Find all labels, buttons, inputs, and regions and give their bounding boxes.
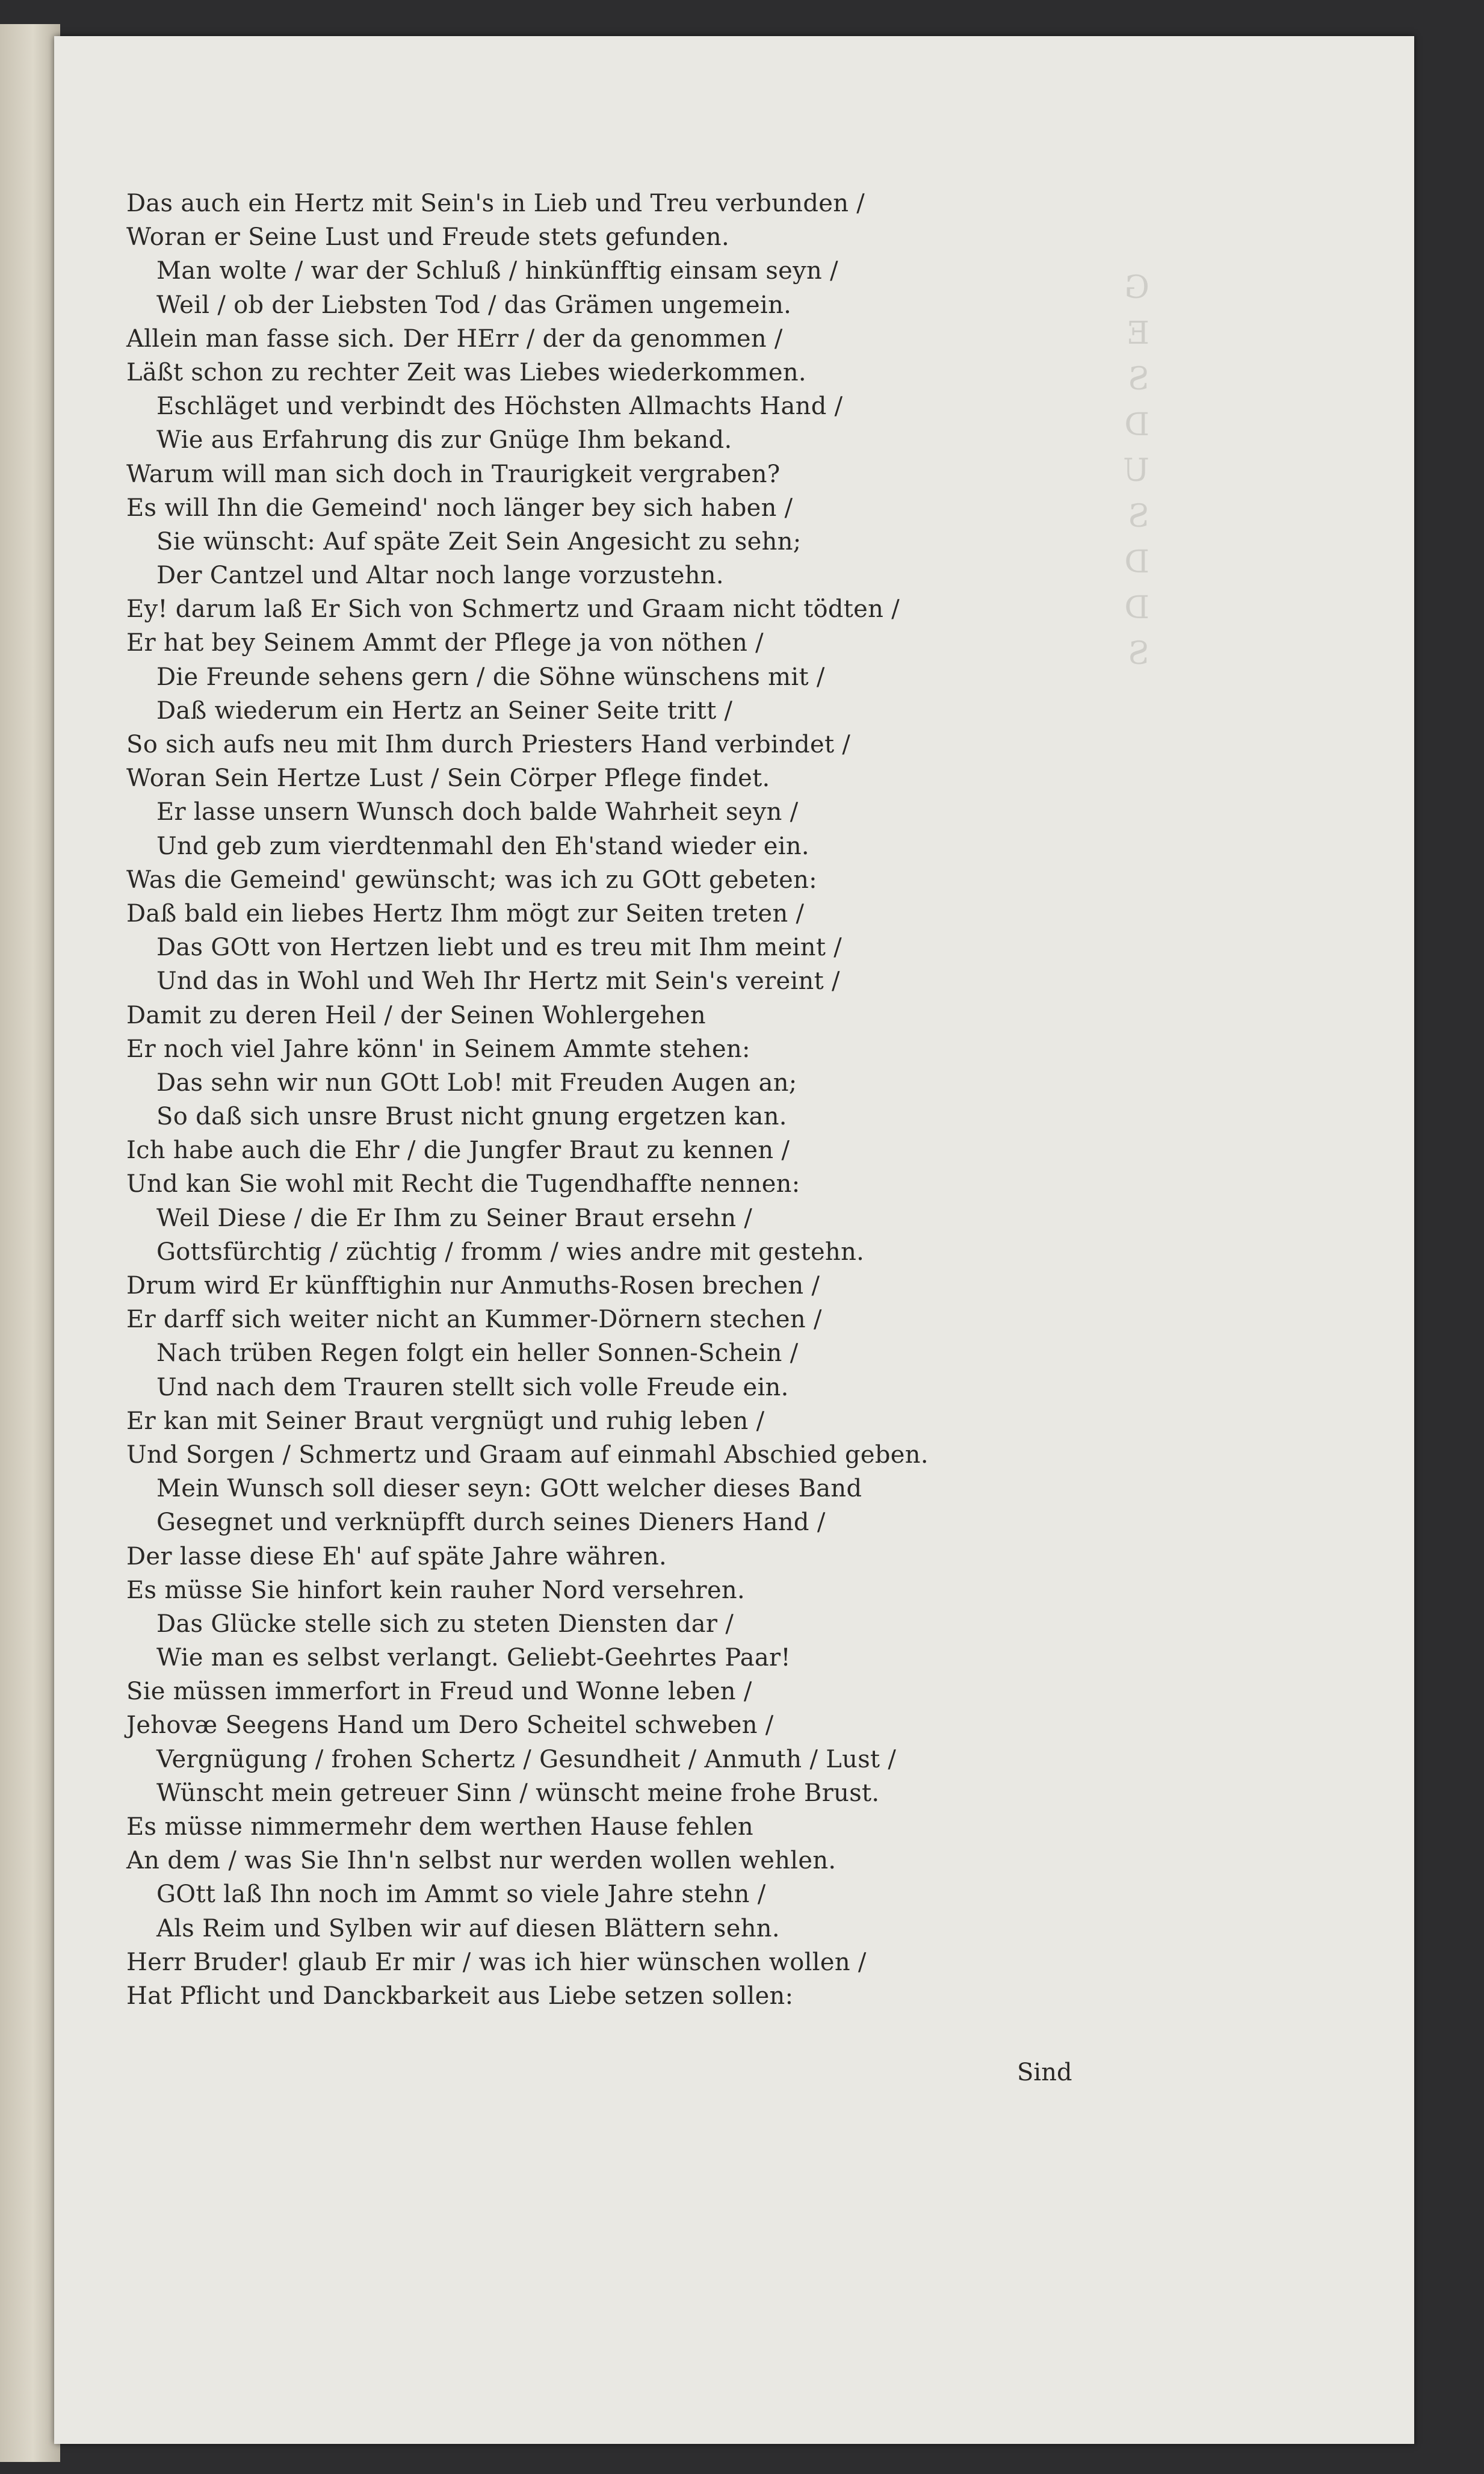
poem-line: Und Sorgen / Schmertz und Graam auf einmahl Abschied geben. xyxy=(126,1440,929,1469)
poem-line: Der lasse diese Eh' auf späte Jahre währen. xyxy=(126,1542,667,1570)
poem-line: Was die Gemeind' gewünscht; was ich zu GOtt gebeten: xyxy=(126,866,817,894)
poem-line: Er darff sich weiter nicht an Kummer-Dörnern stechen / xyxy=(126,1306,822,1334)
poem-line: Es müsse nimmermehr dem werthen Hause fehlen xyxy=(126,1813,753,1841)
poem-text-block xyxy=(126,187,1198,2013)
poem-line: Der Cantzel und Altar noch lange vorzustehn. xyxy=(156,562,724,590)
poem-line: Das sehn wir nun GOtt Lob! mit Freuden Augen an; xyxy=(156,1068,797,1097)
poem-line: Und geb zum vierdtenmahl den Eh'stand wieder ein. xyxy=(156,832,809,860)
adjacent-page-edge xyxy=(0,24,60,2462)
poem-line: Damit zu deren Heil / der Seinen Wohlergehen xyxy=(126,1001,706,1029)
show-through-text: G E S D U S D D S xyxy=(1123,270,1149,672)
poem-line: Es will Ihn die Gemeind' noch länger bey sich haben / xyxy=(126,494,793,522)
poem-line: Woran Sein Hertze Lust / Sein Cörper Pflege findet. xyxy=(126,764,770,793)
poem-line: So sich aufs neu mit Ihm durch Priesters Hand verbindet / xyxy=(126,731,851,758)
poem-line: Und das in Wohl und Weh Ihr Hertz mit Sein's vereint / xyxy=(156,967,840,996)
poem-line: Jehovæ Seegens Hand um Dero Scheitel schweben / xyxy=(126,1711,774,1740)
poem-line: Wünscht mein getreuer Sinn / wünscht meine frohe Brust. xyxy=(156,1779,880,1807)
poem-line: So daß sich unsre Brust nicht gnung ergetzen kan. xyxy=(156,1103,787,1131)
poem-line: Ey! darum laß Er Sich von Schmertz und Graam nicht tödten / xyxy=(126,595,900,624)
poem-line: Er lasse unsern Wunsch doch balde Wahrheit seyn / xyxy=(156,798,799,826)
poem-line: Allein man fasse sich. Der HErr / der da genommen / xyxy=(126,324,783,353)
poem-line: Vergnügung / frohen Schertz / Gesundheit / Anmuth / Lust / xyxy=(156,1745,897,1773)
poem-line: Als Reim und Sylben wir auf diesen Blättern sehn. xyxy=(156,1914,780,1942)
poem-line: Und kan Sie wohl mit Recht die Tugendhaffte nennen: xyxy=(126,1170,800,1198)
poem-line: Gottsfürchtig / züchtig / fromm / wies andre mit gestehn. xyxy=(156,1238,865,1266)
poem-line: Daß bald ein liebes Hertz Ihm mögt zur Seiten treten / xyxy=(126,899,805,928)
poem-line: Hat Pflicht und Danckbarkeit aus Liebe setzen sollen: xyxy=(126,1982,794,2010)
poem-line: Er kan mit Seiner Braut vergnügt und ruhig leben / xyxy=(126,1407,765,1435)
poem-line: Eschläget und verbindt des Höchsten Allmachts Hand / xyxy=(156,392,843,421)
poem-line: Wie aus Erfahrung dis zur Gnüge Ihm bekand. xyxy=(156,426,732,454)
poem-line: An dem / was Sie Ihn'n selbst nur werden wollen wehlen. xyxy=(126,1847,836,1875)
poem-line: Gesegnet und verknüpfft durch seines Dieners Hand / xyxy=(156,1508,826,1537)
poem-line: Sie wünscht: Auf späte Zeit Sein Angesicht zu sehn; xyxy=(156,527,802,556)
poem-line: Herr Bruder! glaub Er mir / was ich hier wünschen wollen / xyxy=(126,1948,867,1976)
poem-line: Weil / ob der Liebsten Tod / das Grämen ungemein. xyxy=(156,291,792,319)
poem-line: Es müsse Sie hinfort kein rauher Nord versehren. xyxy=(126,1576,745,1604)
poem-line: Daß wiederum ein Hertz an Seiner Seite tritt / xyxy=(156,696,733,725)
poem-line: Woran er Seine Lust und Freude stets gefunden. xyxy=(126,223,729,252)
poem-line: Ich habe auch die Ehr / die Jungfer Braut zu kennen / xyxy=(126,1136,790,1165)
poem-line: Läßt schon zu rechter Zeit was Liebes wiederkommen. xyxy=(126,358,806,386)
poem-line: Er hat bey Seinem Ammt der Pflege ja von nöthen / xyxy=(126,629,764,657)
poem-line: Das auch ein Hertz mit Sein's in Lieb und Treu verbunden / xyxy=(126,190,865,217)
poem-line: Wie man es selbst verlangt. Geliebt-Geehrtes Paar! xyxy=(156,1644,791,1672)
poem-line: Sie müssen immerfort in Freud und Wonne leben / xyxy=(126,1678,752,1706)
poem-line: GOtt laß Ihn noch im Ammt so viele Jahre stehn / xyxy=(156,1880,766,1909)
poem-line: Die Freunde sehens gern / die Söhne wünschens mit / xyxy=(156,663,825,691)
poem-line: Drum wird Er künfftighin nur Anmuths-Rosen brechen / xyxy=(126,1272,820,1300)
poem-line: Weil Diese / die Er Ihm zu Seiner Braut ersehn / xyxy=(156,1204,753,1232)
poem-line: Er noch viel Jahre könn' in Seinem Ammte stehen: xyxy=(126,1035,750,1063)
poem-line: Nach trüben Regen folgt ein heller Sonnen-Schein / xyxy=(156,1339,799,1368)
poem-line: Und nach dem Trauren stellt sich volle Freude ein. xyxy=(156,1373,789,1401)
poem-line: Mein Wunsch soll dieser seyn: GOtt welcher dieses Band xyxy=(156,1475,862,1503)
poem-line: Das Glücke stelle sich zu steten Diensten dar / xyxy=(156,1610,734,1638)
poem-line: Man wolte / war der Schluß / hinkünfftig einsam seyn / xyxy=(156,257,838,285)
poem-line: Das GOtt von Hertzen liebt und es treu mit Ihm meint / xyxy=(156,934,842,962)
catchword: Sind xyxy=(1017,2059,1072,2086)
poem-line: Warum will man sich doch in Traurigkeit vergraben? xyxy=(126,460,781,488)
